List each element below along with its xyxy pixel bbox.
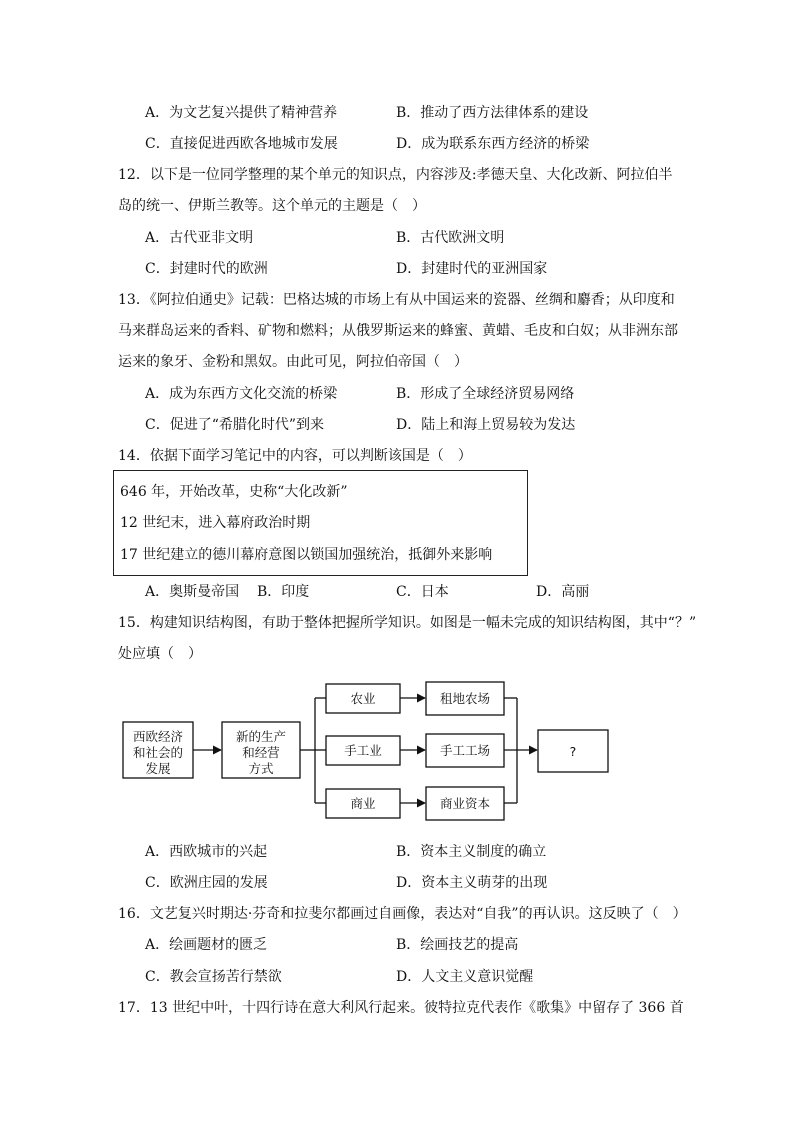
diagram-start-line-3: 发展 xyxy=(145,761,171,776)
q11-option-c: C．直接促进西欧各地城市发展 xyxy=(145,136,338,152)
q16-option-c: C．教会宣扬苦行禁欲 xyxy=(145,969,282,985)
q12-option-b: B．古代欧洲文明 xyxy=(396,230,505,246)
q16-option-d: D．人文主义意识觉醒 xyxy=(396,969,534,985)
q12-option-a: A．古代亚非文明 xyxy=(145,230,254,246)
q13-option-d: D．陆上和海上贸易较为发达 xyxy=(396,417,576,433)
q15-option-a: A．西欧城市的兴起 xyxy=(145,844,268,860)
diagram-result-commercial-capital: 商业资本 xyxy=(439,796,491,811)
q15-option-c: C．欧洲庄园的发展 xyxy=(145,875,268,891)
q13-stem-line-2: 马来群岛运来的香料、矿物和燃料；从俄罗斯运来的蜂蜜、黄蜡、毛皮和白奴；从非洲东部 xyxy=(118,323,678,339)
q15-option-b: B．资本主义制度的确立 xyxy=(396,844,547,860)
q15-option-d: D．资本主义萌芽的出现 xyxy=(396,875,548,891)
q11-option-b: B．推动了西方法律体系的建设 xyxy=(396,105,589,121)
q12-option-c: C．封建时代的欧洲 xyxy=(145,261,268,277)
q13-option-b: B．形成了全球经济贸易网络 xyxy=(396,386,575,402)
diagram-sector-commerce: 商业 xyxy=(350,796,376,811)
q16-option-b: B．绘画技艺的提高 xyxy=(396,937,519,953)
q14-note-1: 646 年，开始改革，史称“大化改新” xyxy=(120,484,348,500)
q12-stem-line-2: 岛的统一、伊斯兰教等。这个单元的主题是（ ） xyxy=(118,198,426,214)
diagram-mid-line-3: 方式 xyxy=(248,761,274,776)
q17-stem: 17．13 世纪中叶，十四行诗在意大利风行起来。彼特拉克代表作《歌集》中留存了 366 首 xyxy=(118,1000,684,1016)
diagram-sector-agriculture: 农业 xyxy=(350,691,376,706)
q11-option-d: D．成为联系东西方经济的桥梁 xyxy=(396,136,590,152)
diagram-result-workshop: 手工工场 xyxy=(439,743,491,758)
q13-option-c: C．促进了“希腊化时代”到来 xyxy=(145,417,325,433)
q15-stem-line-2: 处应填（ ） xyxy=(118,646,202,662)
diagram-start-line-2: 和社会的 xyxy=(132,745,184,760)
diagram-unknown: ? xyxy=(569,744,577,759)
diagram-mid-line-1: 新的生产 xyxy=(235,729,287,744)
q14-note-2: 12 世纪末，进入幕府政治时期 xyxy=(120,515,311,531)
q12-stem-line-1: 12．以下是一位同学整理的某个单元的知识点，内容涉及:孝德天皇、大化改新、阿拉伯半 xyxy=(118,167,673,183)
q16-stem: 16．文艺复兴时期达·芬奇和拉斐尔都画过自画像，表达对“自我”的再认识。这反映了（ ） xyxy=(118,906,687,922)
diagram-mid-line-2: 和经营 xyxy=(242,745,280,760)
q13-option-a: A．成为东西方文化交流的桥梁 xyxy=(145,386,338,402)
q13-stem-line-1: 13．《阿拉伯通史》记载：巴格达城的市场上有从中国运来的瓷器、丝绸和麝香；从印度和 xyxy=(118,292,675,308)
q11-option-a: A．为文艺复兴提供了精神营养 xyxy=(145,105,338,121)
q15-stem-line-1: 15．构建知识结构图，有助于整体把握所学知识。如图是一幅未完成的知识结构图，其中“？” xyxy=(118,615,697,631)
q16-option-a: A．绘画题材的匮乏 xyxy=(145,937,268,953)
q12-option-d: D．封建时代的亚洲国家 xyxy=(396,261,548,277)
q14-stem: 14．依据下面学习笔记中的内容，可以判断该国是（ ） xyxy=(118,448,472,464)
diagram-start-line-1: 西欧经济 xyxy=(132,729,184,744)
q14-option-c: C．日本 xyxy=(396,584,449,600)
diagram-result-rental-farm: 租地农场 xyxy=(439,691,491,706)
knowledge-structure-diagram xyxy=(118,678,613,828)
q14-option-b: B．印度 xyxy=(257,584,310,600)
q14-option-d: D．高丽 xyxy=(536,584,590,600)
diagram-sector-handicraft: 手工业 xyxy=(344,743,382,758)
q13-stem-line-3: 运来的象牙、金粉和黑奴。由此可见，阿拉伯帝国（ ） xyxy=(118,354,468,370)
q14-note-3: 17 世纪建立的德川幕府意图以锁国加强统治，抵御外来影响 xyxy=(120,547,493,563)
q14-option-a: A．奥斯曼帝国 xyxy=(145,584,240,600)
